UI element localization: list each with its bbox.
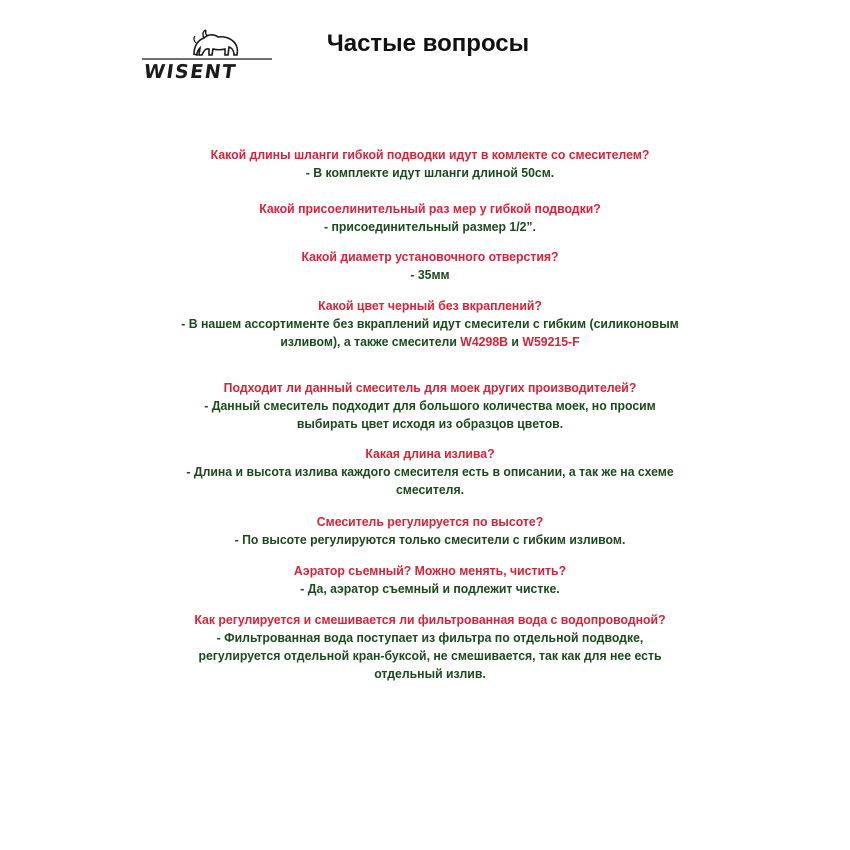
faq-answer: - Да, аэратор съемный и подлежит чистке.: [300, 581, 560, 596]
faq-answer-text: изливом), а также смесители: [280, 334, 457, 349]
faq-question: Какой цвет черный без вкраплений?: [318, 298, 542, 313]
faq-answer-line: [170, 333, 691, 351]
faq-question: Аэратор сьемный? Можно менять, чистить?: [293, 563, 567, 578]
faq-item: [170, 200, 691, 236]
faq-item: [170, 379, 691, 433]
faq-item: [170, 562, 691, 598]
logo-text: WISENT: [142, 61, 239, 83]
faq-question: Подходит ли данный смеситель для моек других производителей?: [223, 380, 637, 395]
faq-item: [170, 445, 691, 499]
faq-item: [170, 513, 691, 549]
faq-question: Какая длина излива?: [365, 446, 495, 461]
faq-item: [170, 248, 691, 284]
faq-question: Какой диаметр установочного отверстия?: [301, 249, 559, 264]
faq-question: Какой присоелинительный раз мер у гибкой подводки?: [259, 201, 601, 216]
faq-question: Смеситель регулируется по высоте?: [316, 514, 544, 529]
model-link: W4298B: [460, 334, 509, 349]
faq-answer-line: регулируется отдельной кран-буксой, не смешивается, так как для нее есть: [198, 648, 662, 663]
model-link: W59215-F: [522, 334, 580, 349]
faq-answer: - В комплекте идут шланги длиной 50см.: [305, 165, 555, 180]
faq-answer-line: - Длина и высота излива каждого смесителя есть в описании, а так же на схеме: [186, 464, 674, 479]
faq-item: [170, 146, 691, 182]
conjunction-text: и: [511, 334, 519, 349]
faq-question: Как регулируется и смешивается ли фильтрованная вода с водопроводной?: [194, 612, 666, 627]
faq-item: [170, 297, 691, 351]
faq-answer: - 35мм: [410, 267, 450, 282]
faq-answer-line: - Фильтрованная вода поступает из фильтра по отдельной подводке,: [216, 630, 644, 645]
faq-answer-line: отдельный излив.: [374, 666, 486, 681]
faq-answer-line: выбирать цвет исходя из образцов цветов.: [296, 416, 564, 431]
faq-answer-line: смесителя.: [395, 482, 465, 497]
page-title: Частые вопросы: [326, 30, 530, 57]
faq-question: Какой длины шланги гибкой подводки идут в комлекте со смесителем?: [210, 147, 650, 162]
faq-answer-line: - Данный смеситель подходит для большого количества моек, но просим: [204, 398, 656, 413]
faq-answer: - По высоте регулируются только смесители с гибким изливом.: [234, 532, 626, 547]
faq-item: [170, 611, 691, 683]
faq-answer-line: - В нашем ассортименте без вкраплений идут смесители с гибким (силиконовым: [181, 316, 679, 331]
faq-answer: - присоединительный размер 1/2”.: [324, 219, 536, 234]
